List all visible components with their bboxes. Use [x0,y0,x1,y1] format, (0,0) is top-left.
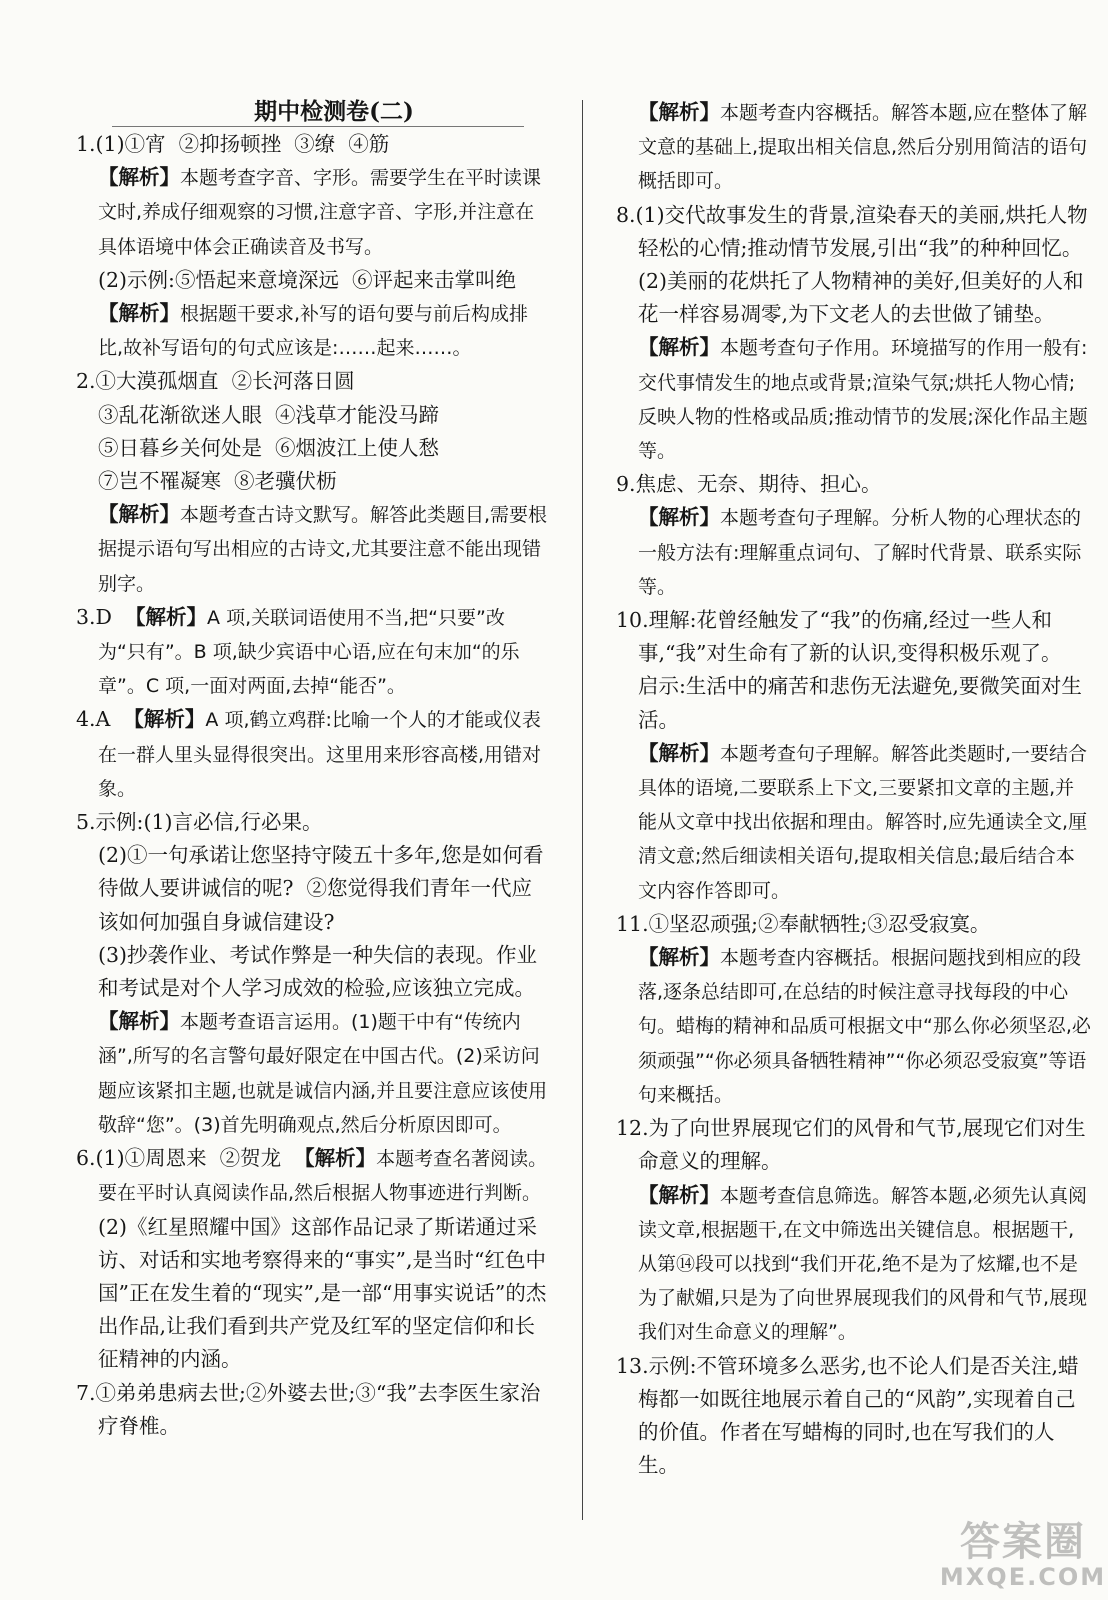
analysis-text: 本题考查语言运用。(1)题干中有“传统内涵”,所写的名言警句最好限定在中国古代。(2)采访问题应该紧扣主题,也就是诚信内涵,并且要注意应该使用敬辞“您”。(3)首先明确观点,然后分析原因即可。 [98,1011,548,1136]
analysis-tag: 【解析】 [638,945,720,970]
analysis-text: 本题考查名著阅读。要在平时认真阅读作品,然后根据人物事迹进行判断。 [98,1148,548,1205]
analysis-text: A 项,鹤立鸡群:比喻一个人的才能或仪表在一群人里头显得很突出。这里用来形容高楼,用错对象。 [98,709,542,800]
watermark-cn: 答案圈 [960,1519,1086,1565]
question-item: 12.为了向世界展现它们的风骨和气节,展现它们对生命意义的理解。 [616,1116,1086,1174]
analysis-block [616,501,1092,604]
analysis-text: 本题考查信息筛选。解答本题,必须先认真阅读文章,根据题干,在文中筛选出关键信息。根据题干,从第⑭段可以找到“我们开花,绝不是为了炫耀,也不是为了献媚,只是为了向世界展现我们的风骨和气节,展现我们对生命意义的理解”。 [638,1184,1088,1344]
analysis-block [616,941,1092,1112]
left-column [76,96,552,1443]
analysis-tag: 【解析】 [98,1009,180,1034]
analysis-tag: 【解析】 [125,604,208,629]
analysis-tag: 【解析】 [638,100,720,124]
question-item: 1.(1)①宵 ②抑扬顿挫 ③缭 ④筋 [76,132,390,156]
analysis-text: 本题考查古诗文默写。解答此类题目,需要根据提示语句写出相应的古诗文,尤其要注意不能出现错别字。 [98,504,548,595]
answer-key: 4.A [76,707,124,732]
analysis-tag: 【解析】 [638,505,720,530]
answer-line: 启示:生活中的痛苦和悲伤无法避免,要微笑面对生活。 [638,674,1082,732]
column-divider [582,100,583,1520]
analysis-text: 本题考查句子理解。解答此类题时,一要结合具体的语境,二要联系上下文,三要紧扣文章的主题,并能从文章中找出依据和理由。解答时,应先通读全文,厘清文意;然后细读相关语句,提取相关信息;最后结合本文内容作答即可。 [638,742,1088,902]
analysis-block [76,498,552,601]
answer-key: 6.(1)①周恩来 ②贺龙 [76,1146,295,1171]
answer-line: ⑦岂不罹凝寒 ⑧老骥伏枥 [98,469,337,494]
answer-line: (3)抄袭作业、考试作弊是一种失信的表现。作业和考试是对个人学习成效的检验,应该独立完成。 [98,942,538,1001]
analysis-block [76,1005,552,1142]
answer-key: 3.D [76,604,126,629]
question-item: 9.焦虑、无奈、期待、担心。 [616,472,882,497]
analysis-tag: 【解析】 [294,1146,377,1171]
analysis-tag: 【解析】 [98,502,180,527]
answer-line: (2)示例:⑤悟起来意境深远 ⑥评起来击掌叫绝 [98,267,516,292]
watermark-logo [939,1518,1107,1592]
watermark-en: MXQE.COM [939,1563,1107,1591]
question-item [76,1142,552,1210]
analysis-block [616,96,1092,199]
answer-line: ⑤日暮乡关何处是 ⑥烟波江上使人愁 [98,435,440,460]
question-item: 11.①坚忍顽强;②奉献牺牲;③忍受寂寞。 [616,911,991,936]
answer-line: (2)①一句承诺让您坚持守陵五十多年,您是如何看待做人要讲诚信的呢? ②您觉得我们青年一代应该如何加强自身诚信建设? [98,843,544,934]
analysis-tag: 【解析】 [638,335,720,360]
analysis-tag: 【解析】 [638,1182,720,1207]
question-item: 7.①弟弟患病去世;②外婆去世;③“我”去李医生家治疗脊椎。 [76,1380,541,1438]
analysis-text: A 项,关联词语使用不当,把“只要”改为“只有”。B 项,缺少宾语中心语,应在句末加“的乐章”。C 项,一面对两面,去掉“能否”。 [98,606,520,698]
analysis-tag: 【解析】 [123,707,206,732]
analysis-block [616,737,1092,908]
analysis-tag: 【解析】 [638,740,720,765]
analysis-text: 根据题干要求,补写的语句要与前后构成排比,故补写语句的句式应该是:……起来……。 [98,303,529,360]
analysis-text: 本题考查内容概括。根据问题找到相应的段落,逐条总结即可,在总结的时候注意寻找每段的中心句。蜡梅的精神和品质可根据文中“那么你必须坚忍,必须顽强”“你必须具备牺牲精神”“你必须忍受寂寞”等语句来概括。 [638,947,1091,1106]
question-item: 10.理解:花曾经触发了“我”的伤痛,经过一些人和事,“我”对生命有了新的认识,变得积极乐观了。 [616,608,1062,666]
analysis-block [76,297,552,365]
answer-line: (2)《红星照耀中国》这部作品记录了斯诺通过采访、对话和实地考察得来的“事实”,是当时“红色中国”正在发生着的“现实”,是一部“用事实说话”的杰出作品,让我们看到共产党及红军的坚定信仰和长征精神的内涵。 [98,1214,547,1372]
answer-line: (2)美丽的花烘托了人物精神的美好,但美好的人和花一样容易凋零,为下文老人的去世做了铺垫。 [638,269,1084,327]
analysis-tag: 【解析】 [98,165,180,190]
question-item: 2.①大漠孤烟直 ②长河落日圆 [76,369,355,394]
page-title: 期中检测卷(二) [254,98,414,125]
question-item: 5.示例:(1)言必信,行必果。 [76,810,323,835]
analysis-text: 本题考查内容概括。解答本题,应在整体了解文意的基础上,提取出相关信息,然后分别用简洁的语句概括即可。 [638,102,1088,193]
analysis-tag: 【解析】 [98,301,180,326]
question-item: 8.(1)交代故事发生的背景,渲染春天的美丽,烘托人物轻松的心情;推动情节发展,引出“我”的种种回忆。 [616,202,1088,260]
analysis-text: 本题考查句子理解。分析人物的心理状态的一般方法有:理解重点词句、了解时代背景、联系实际等。 [638,507,1082,598]
analysis-text: 本题考查句子作用。环境描写的作用一般有:交代事情发生的地点或背景;渲染气氛;烘托人物心情;反映人物的性格或品质;推动情节的发展;深化作品主题等。 [638,337,1088,463]
analysis-block [616,1179,1092,1350]
right-column [616,96,1092,1482]
analysis-block [616,331,1092,468]
analysis-block [76,161,552,264]
question-item [76,601,552,704]
question-item [76,703,552,806]
analysis-text: 本题考查字音、字形。需要学生在平时读课文时,养成仔细观察的习惯,注意字音、字形,并注意在具体语境中体会正确读音及书写。 [98,167,542,258]
question-item: 13.示例:不管环境多么恶劣,也不论人们是否关注,蜡梅都一如既往地展示着自己的“风韵”,实现着自己的价值。作者在写蜡梅的同时,也在写我们的人生。 [616,1353,1079,1478]
answer-line: ③乱花渐欲迷人眼 ④浅草才能没马蹄 [98,402,440,427]
